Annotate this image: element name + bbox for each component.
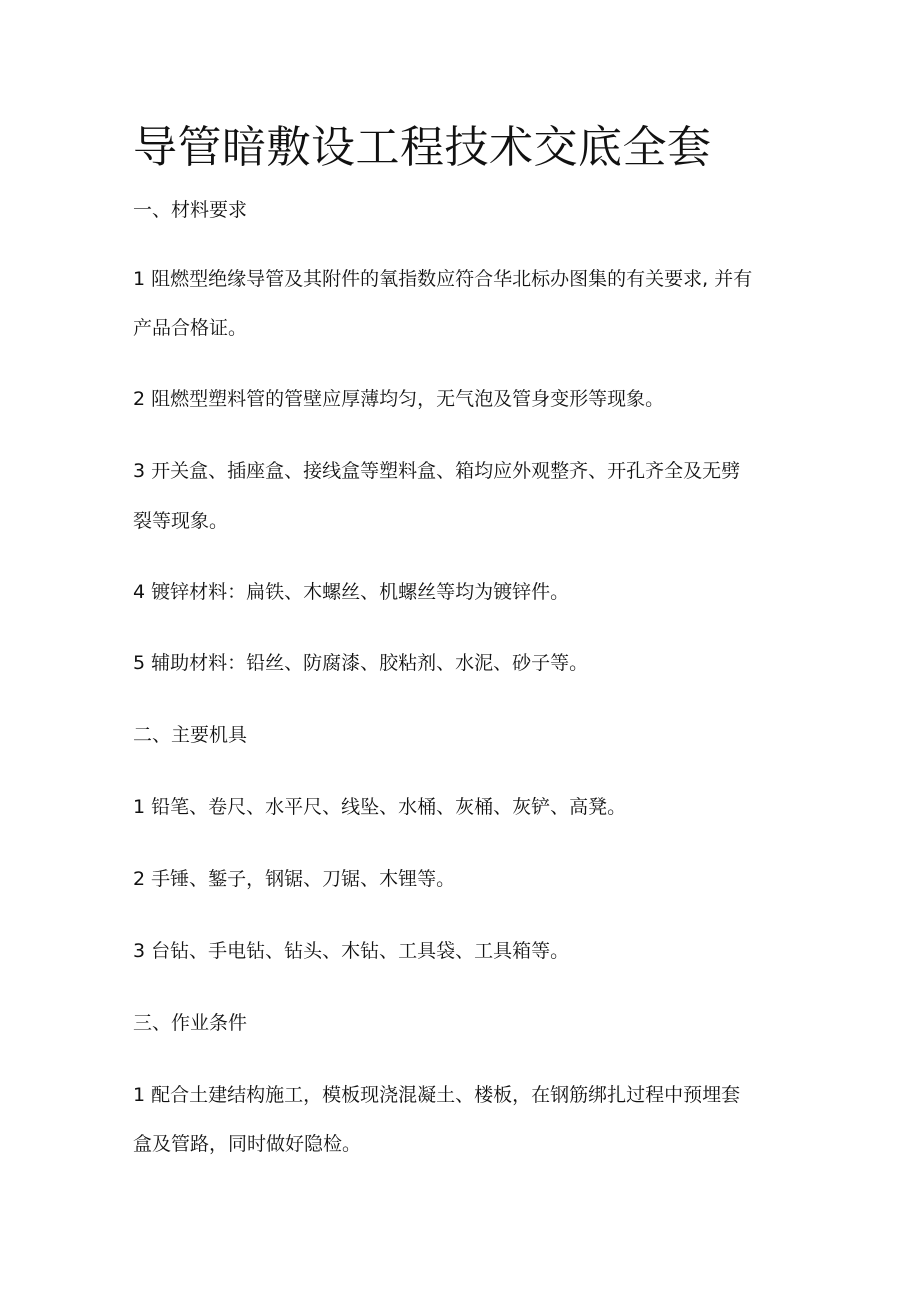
paragraph-line: 裂等现象。: [133, 510, 229, 532]
paragraph-line: 1 铅笔、卷尺、水平尺、线坠、水桶、灰桶、灰铲、高凳。: [133, 796, 627, 818]
paragraph-line: 3 开关盒、插座盒、接线盒等塑料盒、箱均应外观整齐、开孔齐全及无劈: [133, 460, 741, 482]
section-heading-materials: 一、材料要求: [133, 199, 248, 221]
paragraph-line: 3 台钻、手电钻、钻头、木钻、工具袋、工具箱等。: [133, 940, 570, 962]
paragraph-line: 4 镀锌材料：扁铁、木螺丝、机螺丝等均为镀锌件。: [133, 581, 570, 603]
paragraph-line: 1 配合土建结构施工，模板现浇混凝土、楼板，在钢筋绑扎过程中预埋套: [133, 1084, 741, 1106]
paragraph-line: 2 阻燃型塑料管的管壁应厚薄均匀，无气泡及管身变形等现象。: [133, 388, 665, 410]
paragraph-line: 盒及管路，同时做好隐检。: [133, 1133, 362, 1155]
paragraph-line: 5 辅助材料：铅丝、防腐漆、胶粘剂、水泥、砂子等。: [133, 652, 589, 674]
paragraph-line: 产品合格证。: [133, 317, 248, 339]
document-title: 导管暗敷设工程技术交底全套: [133, 122, 712, 173]
section-heading-conditions: 三、作业条件: [133, 1012, 248, 1034]
paragraph-line: 1 阻燃型绝缘导管及其附件的氧指数应符合华北标办图集的有关要求, 并有: [133, 268, 753, 290]
section-heading-tools: 二、主要机具: [133, 724, 248, 746]
paragraph-line: 2 手锤、錾子，钢锯、刀锯、木锂等。: [133, 868, 456, 890]
